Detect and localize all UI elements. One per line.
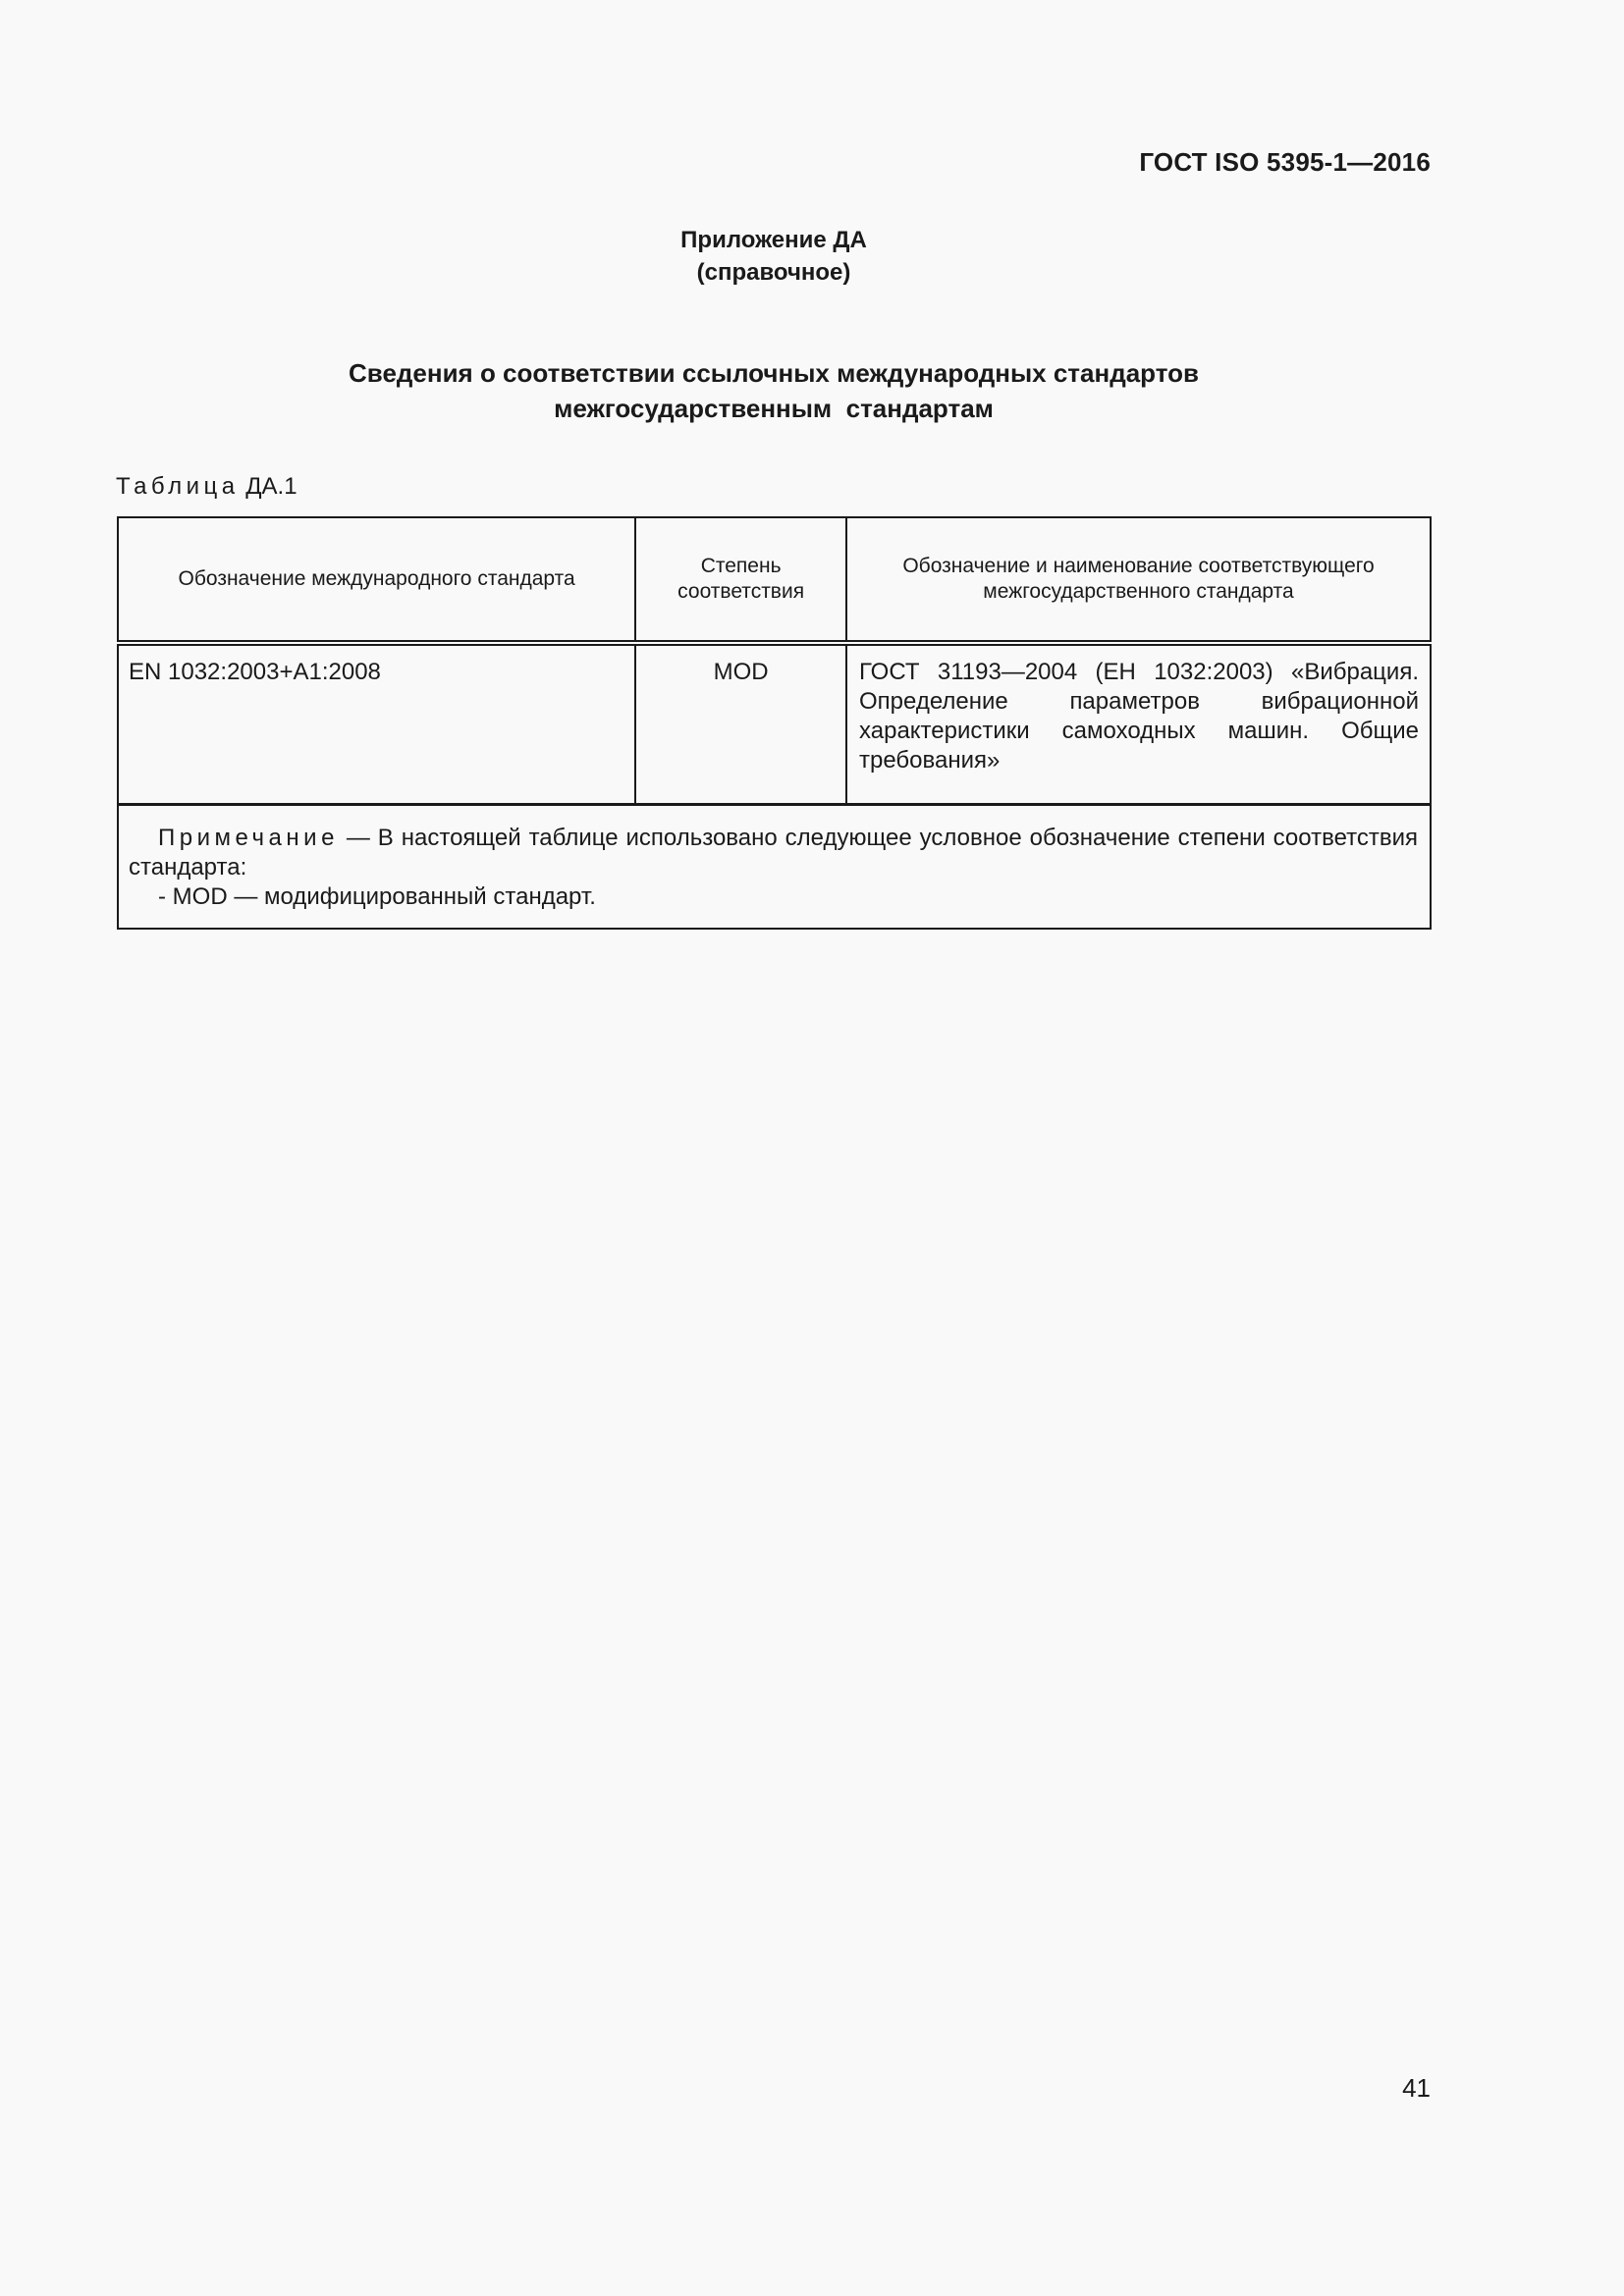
header-international-standard: Обозначение международного стандарта <box>118 517 635 643</box>
header-degree-of-correspondence <box>635 517 846 643</box>
table-note <box>118 805 1431 930</box>
cell-interstate-standard: ГОСТ 31193—2004 (ЕН 1032:2003) «Вибрация. Определение параметров вибрационной характеристики самоходных машин. Общие требования» <box>846 643 1431 805</box>
table-caption <box>116 473 298 501</box>
header-degree-text: Степень соответствия <box>677 555 805 603</box>
header-interstate-standard <box>846 517 1431 643</box>
note-label: Примечание <box>158 825 339 851</box>
cell-degree: MOD <box>635 643 846 805</box>
annex-title: Приложение ДА <box>680 227 867 253</box>
section-title-line-2: межгосударственным стандартам <box>554 394 994 423</box>
cell-international-standard: EN 1032:2003+A1:2008 <box>118 643 635 805</box>
section-title <box>0 355 1547 426</box>
header-interstate-text: Обозначение и наименование соответствующего межгосударственного стандарта <box>902 555 1375 603</box>
table-row <box>118 643 1431 805</box>
page-number: 41 <box>1402 2073 1431 2103</box>
section-title-line-1: Сведения о соответствии ссылочных международных стандартов <box>349 358 1199 388</box>
table-caption-number: ДА.1 <box>245 473 298 500</box>
annex-subtitle: (справочное) <box>696 259 851 286</box>
table-note-row <box>118 805 1431 930</box>
note-item: - MOD — модифицированный стандарт. <box>158 883 596 910</box>
standards-correspondence-table <box>117 516 1432 930</box>
document-code: ГОСТ ISO 5395-1—2016 <box>1139 147 1431 177</box>
annex-heading <box>0 224 1547 289</box>
table-header-row <box>118 517 1431 643</box>
note-text: — В настоящей таблице использовано следующее условное обозначение степени соответствия стандарта: <box>129 825 1418 881</box>
table-caption-word: Таблица <box>116 473 240 500</box>
